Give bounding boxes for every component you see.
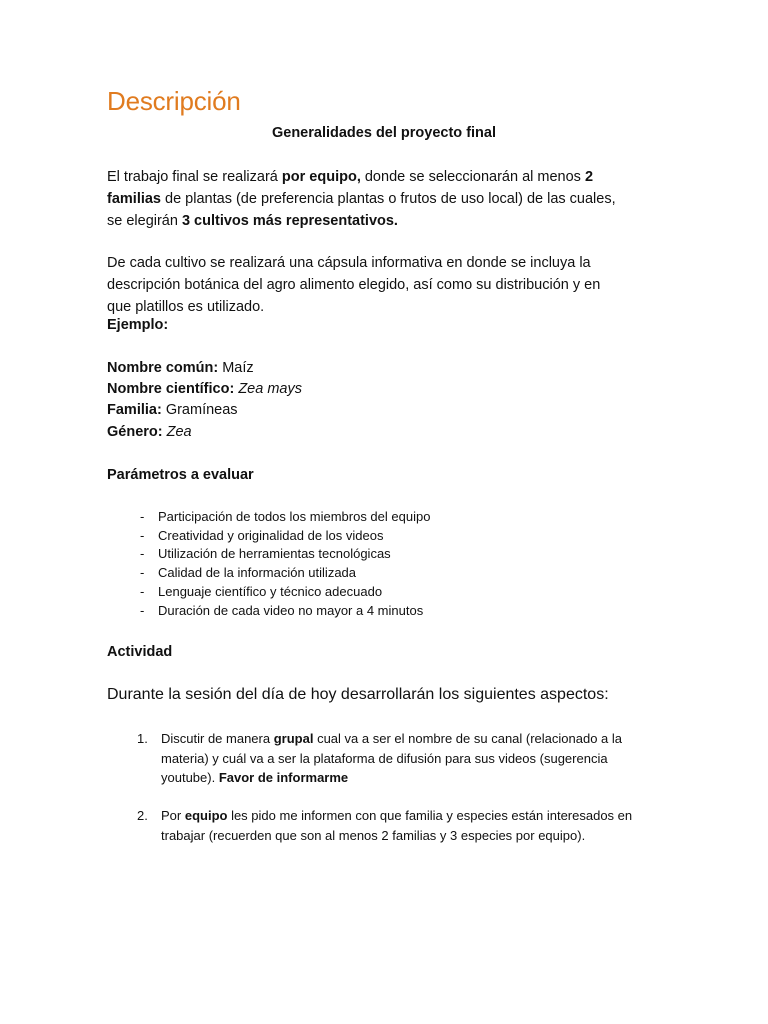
bullet-dash: - [140, 527, 145, 543]
intro-text: El trabajo final se realizará [107, 169, 282, 185]
intro-line-2 [107, 188, 616, 210]
intro-paragraph [107, 166, 616, 232]
capsule-paragraph [107, 252, 600, 318]
intro-bold: familias [107, 191, 161, 207]
intro-text: de plantas (de preferencia plantas o frutos de uso local) de las cuales, [161, 191, 616, 207]
intro-text: donde se seleccionarán al menos [360, 169, 585, 185]
list-item-text: Duración de cada video no mayor a 4 minutos [158, 602, 424, 618]
intro-bold: por equipo, [281, 169, 361, 185]
step-text-bold: grupal [273, 731, 314, 746]
intro-text: se elegirán [107, 213, 182, 229]
intro-bold: 3 cultivos más representativos. [181, 213, 398, 229]
list-item-text: Participación de todos los miembros del equipo [158, 509, 431, 524]
step-text-bold: Favor de informarme [218, 770, 349, 785]
step-text-bold: equipo [184, 808, 228, 823]
step-text-part: Discutir de manera [161, 731, 274, 746]
capsule-line: De cada cultivo se realizará una cápsula informativa en donde se incluya la [107, 255, 591, 271]
list-item [140, 508, 430, 527]
step-number: 1. [137, 731, 148, 746]
field-value: Maíz [218, 360, 254, 376]
step-text-part: cual va a ser el nombre de su canal (relacionado a la [313, 731, 623, 746]
step-text [161, 806, 632, 845]
list-item-text: Lenguaje científico y técnico adecuado [158, 583, 383, 599]
list-item-text: Utilización de herramientas tecnológicas [158, 546, 391, 562]
step-text-part: les pido me informen con que familia y especies están interesados en [227, 808, 633, 823]
list-item-text: Calidad de la información utilizada [158, 565, 357, 581]
list-item [140, 602, 430, 621]
page-title: Descripción [107, 86, 241, 116]
example-field-scientific-name [107, 381, 302, 397]
list-item [140, 527, 430, 546]
bullet-dash: - [140, 509, 145, 524]
list-item-text: Creatividad y originalidad de los videos [158, 527, 384, 543]
example-field-common-name [107, 360, 254, 376]
activity-heading: Actividad [107, 644, 173, 660]
step-text-part: Por [161, 808, 185, 823]
field-value: Zea [162, 424, 192, 440]
intro-line-3 [107, 210, 616, 232]
bullet-dash: - [140, 602, 145, 618]
params-list [140, 508, 430, 620]
page-subtitle: Generalidades del proyecto final [271, 125, 496, 141]
list-item [140, 564, 430, 583]
field-label: Familia: [107, 402, 162, 418]
intro-line-1 [107, 166, 616, 188]
bullet-dash: - [140, 546, 145, 562]
step-text-line: trabajar (recuerden que son al menos 2 familias y 3 especies por equipo). [161, 827, 586, 843]
step-text-part: youtube). [161, 770, 219, 785]
step-number: 2. [137, 808, 148, 823]
example-label: Ejemplo: [107, 317, 169, 333]
field-label: Nombre común: [107, 360, 219, 376]
bullet-dash: - [140, 565, 145, 581]
list-item [140, 583, 430, 602]
step-text [161, 729, 622, 788]
field-value: Zea mays [234, 381, 302, 397]
bullet-dash: - [140, 583, 145, 599]
field-value: Gramíneas [161, 402, 238, 418]
capsule-line: que platillos es utilizado. [107, 299, 265, 315]
capsule-line: descripción botánica del agro alimento elegido, así como su distribución y en [107, 277, 601, 293]
step-text-line: materia) y cuál va a ser la plataforma de difusión para sus videos (sugerencia [161, 750, 608, 766]
example-field-family [107, 402, 238, 418]
list-item [140, 545, 430, 564]
params-heading: Parámetros a evaluar [107, 467, 254, 483]
field-label: Género: [107, 424, 163, 440]
intro-bold: 2 [584, 169, 594, 185]
example-field-genus [107, 424, 192, 440]
field-label: Nombre científico: [107, 381, 235, 397]
session-intro: Durante la sesión del día de hoy desarrollarán los siguientes aspectos: [107, 686, 609, 703]
